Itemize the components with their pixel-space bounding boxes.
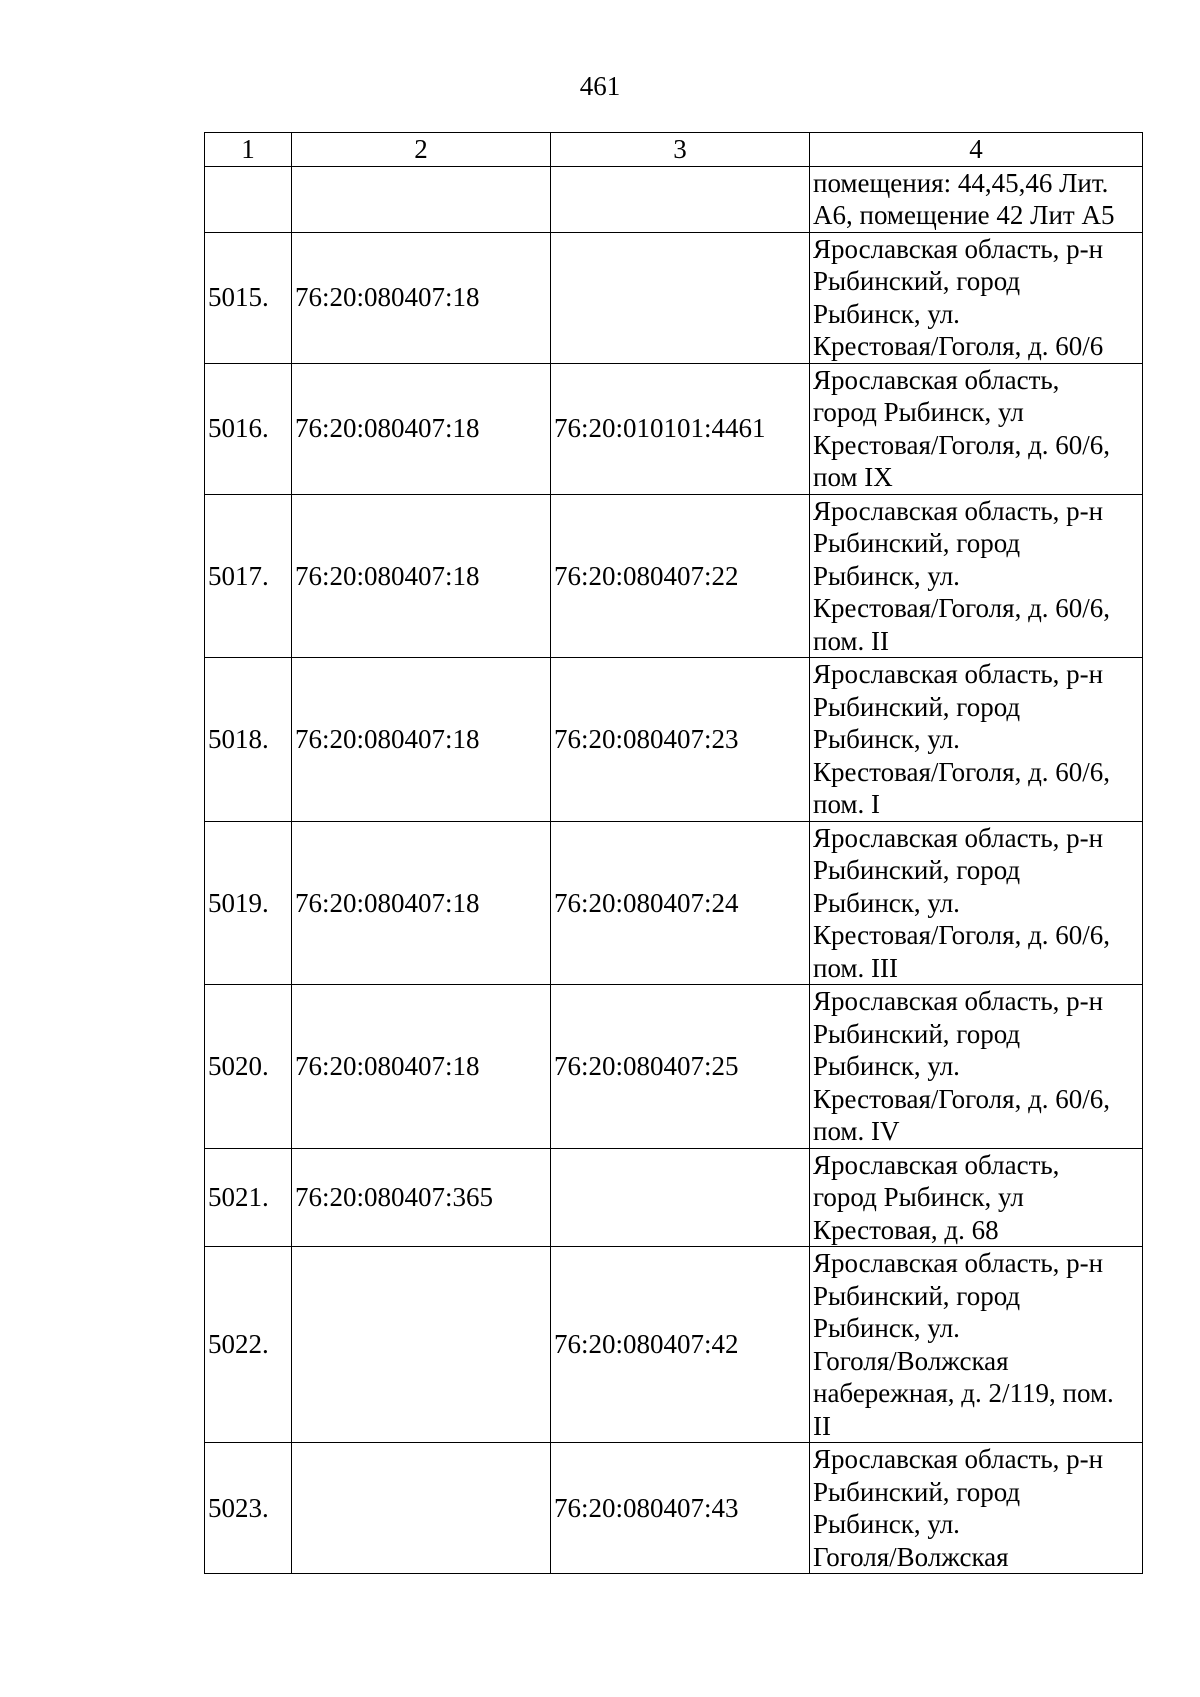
- column-3-cell: 76:20:080407:23: [551, 658, 810, 822]
- column-2-cell: 76:20:080407:18: [292, 821, 551, 985]
- address-line: Рыбинск, ул.: [813, 1509, 960, 1539]
- address-line: Рыбинский, город: [813, 1018, 1021, 1049]
- column-2-cell: 76:20:080407:365: [292, 1148, 551, 1247]
- address-line: Рыбинский, город: [813, 266, 1021, 296]
- address-line: город Рыбинск, ул: [813, 397, 1024, 427]
- column-3-cell: [551, 1148, 810, 1247]
- address-line: Крестовая/Гоголя, д. 60/6,: [813, 593, 1111, 623]
- address-line: Рыбинский, город: [813, 1476, 1021, 1507]
- column-3-cell: 76:20:080407:24: [551, 821, 810, 985]
- column-2-cell: 76:20:080407:18: [292, 494, 551, 658]
- address-cell: [810, 363, 1143, 494]
- address-line: Ярославская область, р-н: [813, 495, 1104, 526]
- registry-table: [204, 132, 1143, 1574]
- row-number-cell: 5016.: [205, 363, 292, 494]
- address-cell: [810, 232, 1143, 363]
- row-number-cell: 5018.: [205, 658, 292, 822]
- column-2-cell: 76:20:080407:18: [292, 363, 551, 494]
- address-line: Рыбинск, ул.: [813, 1051, 960, 1081]
- address-line: Ярославская область, р-н: [813, 1444, 1104, 1474]
- column-2-cell: [292, 1247, 551, 1443]
- address-line: Ярославская область, р-н: [813, 1248, 1104, 1278]
- table-row: [205, 1148, 1143, 1247]
- address-line: пом. I: [813, 789, 881, 819]
- address-cell: [810, 985, 1143, 1149]
- address-line: Крестовая/Гоголя, д. 60/6,: [813, 429, 1111, 460]
- address-line: Рыбинск, ул.: [813, 298, 960, 329]
- table-body: [205, 166, 1143, 1574]
- table-row: [205, 363, 1143, 494]
- address-line: А6, помещение 42 Лит А5: [813, 200, 1115, 230]
- address-line: Рыбинск, ул.: [813, 560, 960, 591]
- column-3-cell: 76:20:080407:22: [551, 494, 810, 658]
- address-line: Крестовая, д. 68: [813, 1214, 999, 1245]
- table-header-row: [205, 133, 1143, 167]
- column-2-cell: 76:20:080407:18: [292, 658, 551, 822]
- address-line: Рыбинский, город: [813, 855, 1021, 885]
- address-line: пом. II: [813, 625, 890, 656]
- address-line: пом. IV: [813, 1116, 900, 1146]
- address-line: Крестовая/Гоголя, д. 60/6,: [813, 920, 1111, 950]
- column-2-cell: 76:20:080407:18: [292, 232, 551, 363]
- table-row: [205, 658, 1143, 822]
- address-line: Ярославская область, р-н: [813, 659, 1104, 689]
- address-line: набережная, д. 2/119, пом.: [813, 1378, 1114, 1408]
- address-line: Рыбинский, город: [813, 528, 1021, 558]
- address-line: Ярославская область,: [813, 364, 1060, 395]
- row-number-cell: 5017.: [205, 494, 292, 658]
- address-line: Ярославская область, р-н: [813, 986, 1104, 1016]
- table-row: [205, 1443, 1143, 1574]
- column-3-cell: 76:20:080407:25: [551, 985, 810, 1149]
- address-line: Рыбинский, город: [813, 691, 1021, 722]
- address-line: Рыбинский, город: [813, 1280, 1021, 1311]
- row-number-cell: 5015.: [205, 232, 292, 363]
- column-3-cell: [551, 166, 810, 232]
- address-line: город Рыбинск, ул: [813, 1182, 1024, 1212]
- address-line: Крестовая/Гоголя, д. 60/6,: [813, 1083, 1111, 1114]
- row-number-cell: 5023.: [205, 1443, 292, 1574]
- table-row: [205, 821, 1143, 985]
- address-cell: [810, 494, 1143, 658]
- column-header: 3: [551, 133, 810, 167]
- column-3-cell: 76:20:010101:4461: [551, 363, 810, 494]
- address-line: Ярославская область, р-н: [813, 233, 1104, 264]
- column-2-cell: [292, 1443, 551, 1574]
- row-number-cell: 5021.: [205, 1148, 292, 1247]
- address-line: Рыбинск, ул.: [813, 1313, 960, 1343]
- address-line: помещения: 44,45,46 Лит.: [813, 167, 1109, 198]
- table-row: [205, 232, 1143, 363]
- address-line: Гоголя/Волжская: [813, 1541, 1009, 1572]
- table-row: [205, 985, 1143, 1149]
- column-header: 2: [292, 133, 551, 167]
- table-row: [205, 1247, 1143, 1443]
- row-number-cell: 5022.: [205, 1247, 292, 1443]
- table-row: [205, 494, 1143, 658]
- table-row: [205, 166, 1143, 232]
- address-line: Ярославская область,: [813, 1149, 1060, 1180]
- address-cell: [810, 166, 1143, 232]
- address-cell: [810, 1247, 1143, 1443]
- address-line: Рыбинск, ул.: [813, 887, 960, 918]
- column-2-cell: [292, 166, 551, 232]
- address-line: Ярославская область, р-н: [813, 822, 1104, 853]
- address-line: пом IX: [813, 462, 893, 492]
- address-line: пом. III: [813, 952, 898, 983]
- row-number-cell: 5019.: [205, 821, 292, 985]
- address-cell: [810, 1148, 1143, 1247]
- address-line: Крестовая/Гоголя, д. 60/6,: [813, 756, 1111, 787]
- address-cell: [810, 658, 1143, 822]
- column-3-cell: [551, 232, 810, 363]
- address-line: Гоголя/Волжская: [813, 1345, 1009, 1376]
- address-cell: [810, 1443, 1143, 1574]
- address-line: Крестовая/Гоголя, д. 60/6: [813, 331, 1104, 361]
- column-3-cell: 76:20:080407:42: [551, 1247, 810, 1443]
- column-3-cell: 76:20:080407:43: [551, 1443, 810, 1574]
- row-number-cell: 5020.: [205, 985, 292, 1149]
- address-line: Рыбинск, ул.: [813, 724, 960, 754]
- address-line: II: [813, 1410, 831, 1441]
- row-number-cell: [205, 166, 292, 232]
- column-header: 4: [810, 133, 1143, 167]
- page-number: 461: [579, 71, 621, 101]
- column-2-cell: 76:20:080407:18: [292, 985, 551, 1149]
- address-cell: [810, 821, 1143, 985]
- column-header: 1: [205, 133, 292, 167]
